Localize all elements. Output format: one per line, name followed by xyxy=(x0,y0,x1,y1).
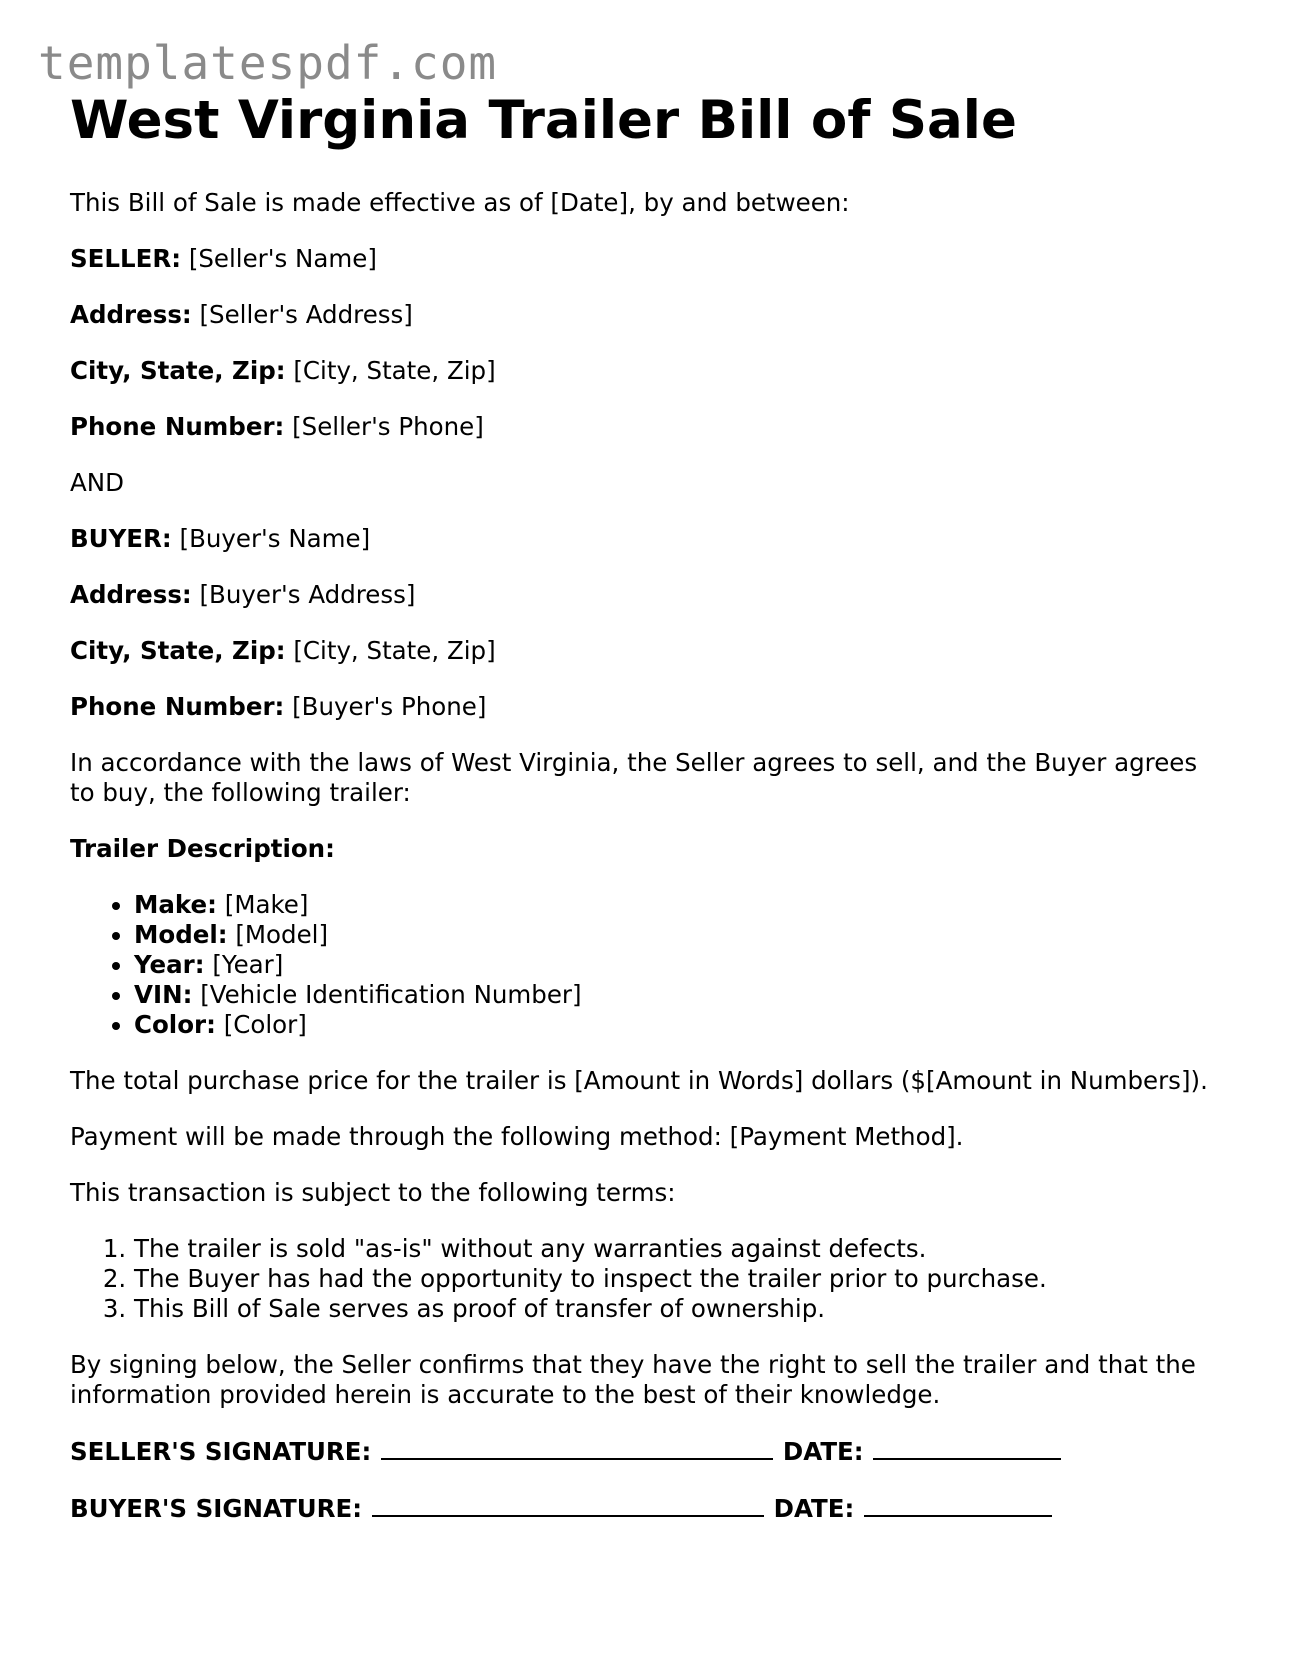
seller-phone-label: Phone Number: xyxy=(70,412,285,441)
description-list xyxy=(70,890,1220,1040)
seller-phone-line xyxy=(70,412,1220,442)
watermark-logo: templatespdf.com xyxy=(38,36,498,90)
seller-csz-label: City, State, Zip: xyxy=(70,356,286,385)
seller-address-line xyxy=(70,300,1220,330)
buyer-name-value: [Buyer's Name] xyxy=(179,524,371,553)
buyer-phone-line xyxy=(70,692,1220,722)
seller-date-field[interactable] xyxy=(873,1436,1061,1460)
description-item-model xyxy=(134,920,1220,950)
seller-signature-field[interactable] xyxy=(381,1436,773,1460)
accordance-paragraph: In accordance with the laws of West Virginia, the Seller agrees to sell, and the Buyer agrees to buy, the following trailer: xyxy=(70,748,1198,807)
document-title: West Virginia Trailer Bill of Sale xyxy=(70,90,1017,151)
term-item: 3. This Bill of Sale serves as proof of transfer of ownership. xyxy=(134,1294,1220,1324)
description-item-value: [Year] xyxy=(212,950,284,979)
seller-name-label: SELLER: xyxy=(70,244,182,273)
buyer-phone-value: [Buyer's Phone] xyxy=(292,692,487,721)
buyer-phone-label: Phone Number: xyxy=(70,692,285,721)
buyer-address-value: [Buyer's Address] xyxy=(199,580,416,609)
description-item-color xyxy=(134,1010,1220,1040)
description-item-year xyxy=(134,950,1220,980)
buyer-date-field[interactable] xyxy=(864,1493,1052,1517)
buyer-name-label: BUYER: xyxy=(70,524,172,553)
intro-paragraph: This Bill of Sale is made effective as of [Date], by and between: xyxy=(70,188,850,217)
description-item-vin xyxy=(134,980,1220,1010)
seller-address-value: [Seller's Address] xyxy=(199,300,413,329)
term-item: 1. The trailer is sold "as-is" without any warranties against defects. xyxy=(134,1234,1220,1264)
seller-address-label: Address: xyxy=(70,300,192,329)
seller-signature-label: SELLER'S SIGNATURE: xyxy=(70,1437,372,1466)
description-item-make xyxy=(134,890,1220,920)
description-item-label: Make: xyxy=(134,890,217,919)
buyer-address-label: Address: xyxy=(70,580,192,609)
and-separator: AND xyxy=(70,468,124,497)
buyer-name-line xyxy=(70,524,1220,554)
seller-csz-line xyxy=(70,356,1220,386)
description-item-value: [Model] xyxy=(235,920,329,949)
buyer-signature-field[interactable] xyxy=(372,1493,764,1517)
payment-paragraph: Payment will be made through the following method: [Payment Method]. xyxy=(70,1122,964,1151)
seller-name-value: [Seller's Name] xyxy=(188,244,377,273)
seller-csz-value: [City, State, Zip] xyxy=(293,356,496,385)
closing-paragraph: By signing below, the Seller confirms that they have the right to sell the trailer and that the information provided herein is accurate to the best of their knowledge. xyxy=(70,1350,1196,1409)
description-heading xyxy=(70,834,1220,864)
description-item-value: [Color] xyxy=(223,1010,307,1039)
terms-list xyxy=(70,1234,1220,1324)
description-item-value: [Vehicle Identification Number] xyxy=(200,980,582,1009)
buyer-csz-line xyxy=(70,636,1220,666)
seller-signature-row xyxy=(70,1436,1220,1467)
term-item: 2. The Buyer has had the opportunity to inspect the trailer prior to purchase. xyxy=(134,1264,1220,1294)
description-item-label: Year: xyxy=(134,950,205,979)
seller-phone-value: [Seller's Phone] xyxy=(292,412,484,441)
seller-date-label: DATE: xyxy=(782,1437,864,1466)
description-item-label: Model: xyxy=(134,920,228,949)
document-page xyxy=(70,86,1220,1524)
description-heading-text: Trailer Description: xyxy=(70,834,335,863)
description-item-label: Color: xyxy=(134,1010,216,1039)
price-paragraph: The total purchase price for the trailer is [Amount in Words] dollars ($[Amount in Numbers]). xyxy=(70,1066,1208,1095)
description-item-label: VIN: xyxy=(134,980,193,1009)
buyer-date-label: DATE: xyxy=(773,1494,855,1523)
buyer-csz-value: [City, State, Zip] xyxy=(293,636,496,665)
description-item-value: [Make] xyxy=(224,890,309,919)
buyer-signature-label: BUYER'S SIGNATURE: xyxy=(70,1494,363,1523)
terms-intro: This transaction is subject to the following terms: xyxy=(70,1178,676,1207)
buyer-address-line xyxy=(70,580,1220,610)
buyer-csz-label: City, State, Zip: xyxy=(70,636,286,665)
buyer-signature-row xyxy=(70,1493,1220,1524)
seller-name-line xyxy=(70,244,1220,274)
